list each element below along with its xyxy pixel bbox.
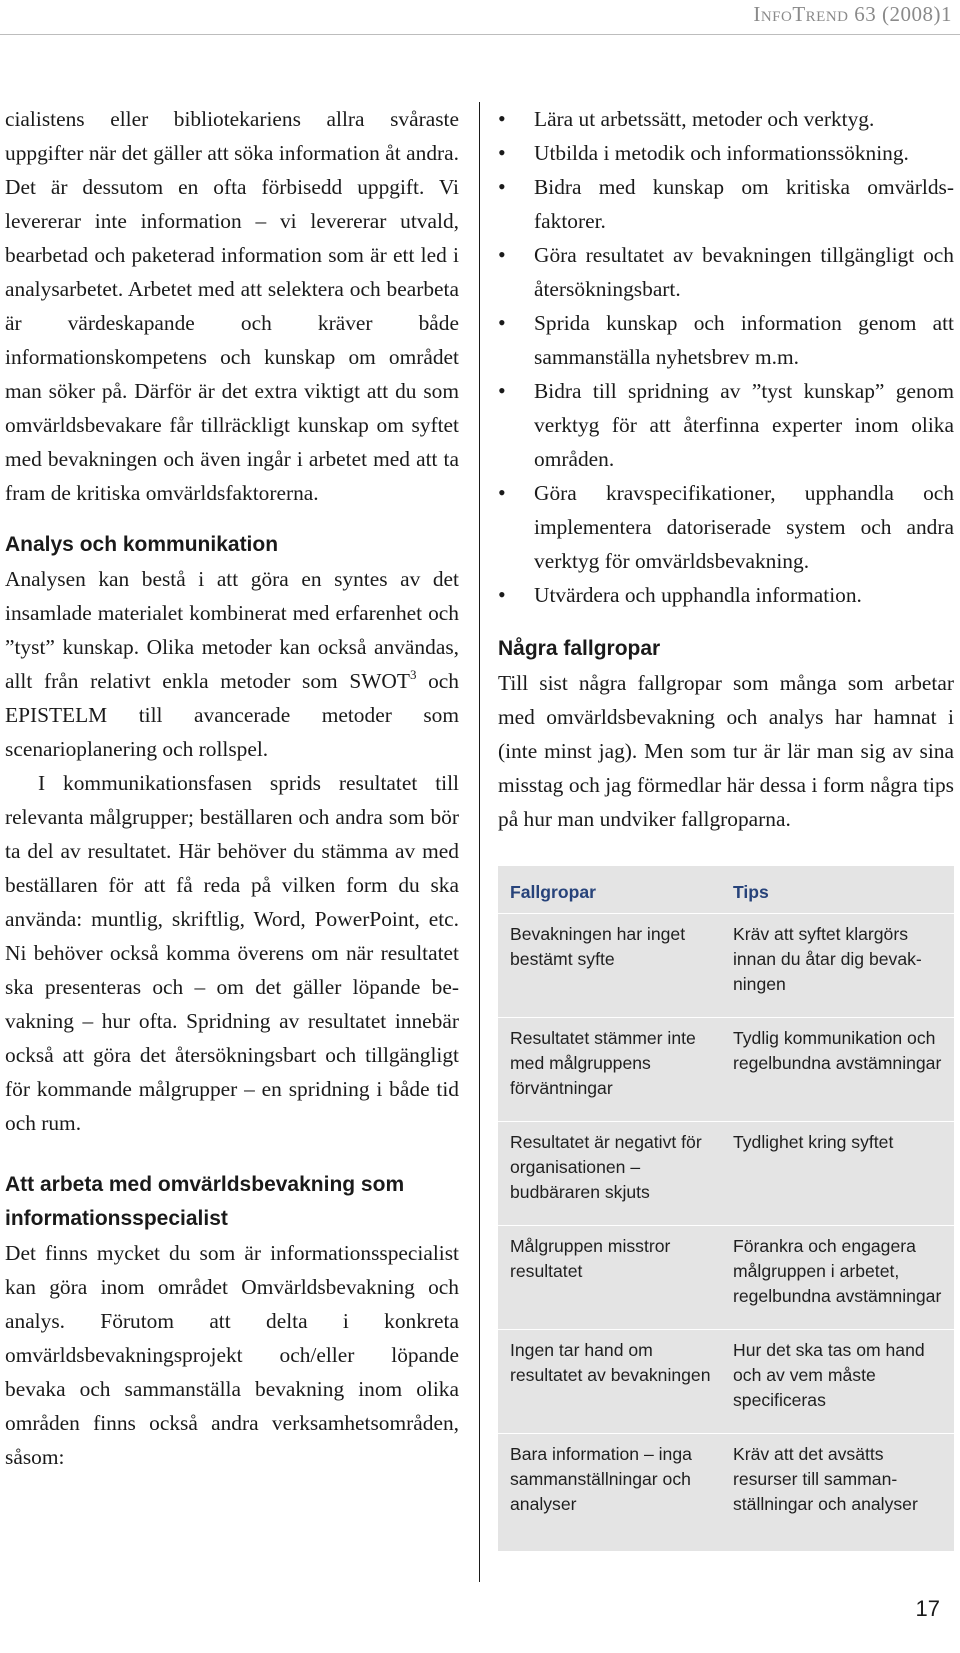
table-row <box>498 1121 954 1225</box>
paragraph-kommunikation: I kommunikationsfasen sprids resultatet till relevanta målgrupper; beställaren och andra som bör ta del av resultatet. Här behöver du stämma av med beställaren för att få reda på vilken form du ska använda: muntlig, skriftlig, Word, PowerPoint, etc. Ni behöver också komma överens om när resultatet ska presenteras och – om det gäller löpande bevakning – hur ofta. Spridning av resultatet innebär också att göra det återsökningsbart och tillgängligt för kommande målgrupper – en spridning i både tid och rum. <box>5 771 459 1135</box>
tip-cell: Kräv att det avsätts resurser till sammanställningar och analyser <box>732 1444 918 1514</box>
paragraph-informationsspecialist: Det finns mycket du som är informationsspecialist kan göra inom området Omvärldsbevakning och analys. Förutom att delta i konkreta omvärldsbevakningsprojekt och/eller löpande bevaka och sammanställa bevakning inom olika områden finns också andra verksamhetsområden, såsom: <box>5 1241 459 1469</box>
list-item: • Bidra med kunskap om kritiska omvärldsfaktorer. <box>498 170 954 238</box>
journal-issue-label: InfoTrend 63 (2008)1 <box>753 2 952 26</box>
tip-cell: Kräv att syftet klargörs innan du åtar dig bevakningen <box>732 924 922 994</box>
paragraph-fallgropar: Till sist några fallgropar som många som arbetar med omvärldsbevakning och analys har hamnat i (inte minst jag). Men som tur är lär man sig av sina misstag och jag förmedlar här dessa i form några tips på hur man undviker fallgroparna. <box>498 671 954 831</box>
column-header-tips: Tips <box>732 882 769 902</box>
list-item: • Lära ut arbetssätt, metoder och verktyg. <box>498 102 954 136</box>
heading-informationsspecialist: Att arbeta med omvärldsbevakning som informationsspecialist <box>5 1173 405 1230</box>
table-row <box>498 1329 954 1433</box>
list-item: • Utbilda i metodik och informationssökning. <box>498 136 954 170</box>
table-row <box>498 913 954 1017</box>
tip-cell: Hur det ska tas om hand och av vem måste specificeras <box>732 1340 925 1410</box>
list-item: • Utvärdera och upphandla information. <box>498 578 954 612</box>
heading-analys-och-kommunikation: Analys och kommunikation <box>5 533 279 556</box>
fallgrop-cell: Resultatet är negativt för organisationen – budbäraren skjuts <box>510 1132 702 1202</box>
table-row <box>498 1017 954 1121</box>
paragraph-analys-text-1: Analysen kan bestå i att göra en syntes av det insamlade materialet kombinerat med erfarenhet och ”tyst” kunskap. Olika metoder kan också användas, allt från relativt enkla metoder som SWOT <box>5 567 459 693</box>
page-number: 17 <box>915 1596 940 1621</box>
paragraph-analys <box>5 562 459 766</box>
tips-table <box>498 866 954 1551</box>
column-divider <box>479 102 480 1582</box>
fallgrop-cell: Ingen tar hand om resultatet av bevakningen <box>510 1340 711 1385</box>
activity-list <box>498 102 954 612</box>
paragraph-analys-text-2: och EPISTELM till avancerade metoder som scenarioplanering och rollspel. <box>5 669 459 761</box>
footnote-reference: 3 <box>409 667 417 682</box>
tip-cell: Förankra och engagera målgruppen i arbetet, regelbundna avstämningar <box>732 1236 942 1306</box>
tips-table-header <box>498 880 954 905</box>
tip-cell: Tydlig kommunikation och regelbundna avstämningar <box>732 1028 942 1073</box>
fallgrop-cell: Bara information – inga sammanställningar och analyser <box>510 1444 692 1514</box>
table-row <box>498 1225 954 1329</box>
list-item: • Sprida kunskap och information genom att sammanställa nyhetsbrev m.m. <box>498 306 954 374</box>
left-column <box>5 102 459 1474</box>
heading-nagra-fallgropar: Några fallgropar <box>498 637 661 660</box>
fallgrop-cell: Resultatet stämmer inte med målgruppens förväntningar <box>510 1028 696 1098</box>
tip-cell: Tydlighet kring syftet <box>732 1132 894 1152</box>
fallgrop-cell: Målgruppen misstror resultatet <box>510 1236 671 1281</box>
column-header-fallgropar: Fallgropar <box>510 882 597 902</box>
right-column <box>498 102 954 1551</box>
paragraph-intro: cialistens eller bibliotekariens allra svåraste uppgifter när det gäller att söka information åt andra. Det är dessutom en ofta förbisedd uppgift. Vi levererar inte information – vi levererar utvald, bearbetad och paketerad information som är ett led i analysarbetet. Arbetet med att selektera och bearbeta är värdeskapande och kräver både informationskompetens och kunskap om området man söker på. Därför är det extra viktigt att du som omvärldsbevakare får tillräckligt kunskap om syftet med bevakningen och även ingår i arbetet med att ta fram de kritiska omvärldsfaktorerna. <box>5 107 459 505</box>
header-rule <box>0 34 960 35</box>
table-row <box>498 1433 954 1537</box>
fallgrop-cell: Bevakningen har inget bestämt syfte <box>510 924 686 969</box>
running-header <box>0 0 960 40</box>
list-item: • Göra resultatet av bevakningen tillgängligt och återsökningsbart. <box>498 238 954 306</box>
list-item: • Bidra till spridning av ”tyst kunskap” genom verktyg för att återfinna experter inom olika områden. <box>498 374 954 476</box>
list-item: • Göra kravspecifikationer, upphandla och implementera datoriserade system och andra verktyg för omvärldsbevakning. <box>498 476 954 578</box>
